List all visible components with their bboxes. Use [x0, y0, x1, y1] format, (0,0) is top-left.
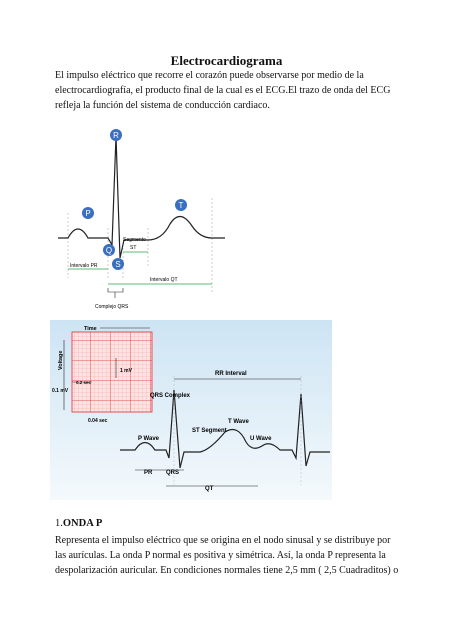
label-st-segment: ST Segment	[192, 428, 227, 434]
svg-text:0.1 mV: 0.1 mV	[52, 388, 69, 394]
label-intervalo-pr: Intervalo PR	[70, 263, 98, 269]
svg-text:QRS: QRS	[166, 470, 180, 476]
svg-text:PR: PR	[144, 470, 153, 476]
label-st: ST	[130, 245, 137, 251]
label-u-wave: U Wave	[250, 436, 272, 442]
svg-text:Q: Q	[105, 246, 113, 255]
svg-text:P: P	[85, 209, 91, 218]
wave-label-p	[82, 207, 94, 219]
svg-text:Time: Time	[84, 326, 97, 332]
ecg-diagram-labeled	[50, 128, 230, 318]
label-qrs-complex: QRS Complex	[150, 393, 191, 399]
label-segmento: Segmento	[123, 237, 146, 243]
section-body: Representa el impulso eléctrico que se origina en el nodo sinusal y se distribuye por las aurículas. La onda P normal es positiva y simétrica. Así, la onda P representa la despolarización auricular. En condiciones normales tiene 2,5 mm ( 2,5 Cuadraditos) o	[55, 535, 399, 576]
ecg-diagram-grid	[50, 320, 332, 500]
svg-text:S: S	[115, 260, 121, 269]
svg-text:1 mV: 1 mV	[120, 368, 132, 374]
wave-label-t	[175, 199, 187, 211]
svg-text:T: T	[178, 201, 184, 210]
label-intervalo-qt: Intervalo QT	[150, 277, 178, 283]
svg-text:R: R	[113, 131, 119, 140]
svg-text:0.2 sec: 0.2 sec	[76, 380, 92, 385]
intro-paragraph: El impulso eléctrico que recorre el corazón puede observarse por medio de la electrocardiografía, el producto final de la cual es el ECG.El trazo de onda del ECG refleja la función del sistema de conducción cardiaco.	[55, 70, 391, 111]
label-t-wave: T Wave	[228, 419, 249, 425]
svg-text:RR Interval: RR Interval	[215, 371, 247, 377]
page-title: Electrocardiograma	[170, 53, 283, 68]
label-complejo-qrs: Complejo QRS	[95, 304, 129, 310]
svg-text:Voltage: Voltage	[58, 350, 64, 370]
svg-text:QT: QT	[205, 486, 214, 492]
wave-label-q	[103, 244, 115, 256]
label-p-wave: P Wave	[138, 436, 160, 442]
wave-label-s	[112, 258, 124, 270]
svg-text:0.04 sec: 0.04 sec	[88, 418, 108, 424]
wave-label-r	[110, 129, 122, 141]
section-heading: 1.ONDA P	[55, 518, 103, 529]
